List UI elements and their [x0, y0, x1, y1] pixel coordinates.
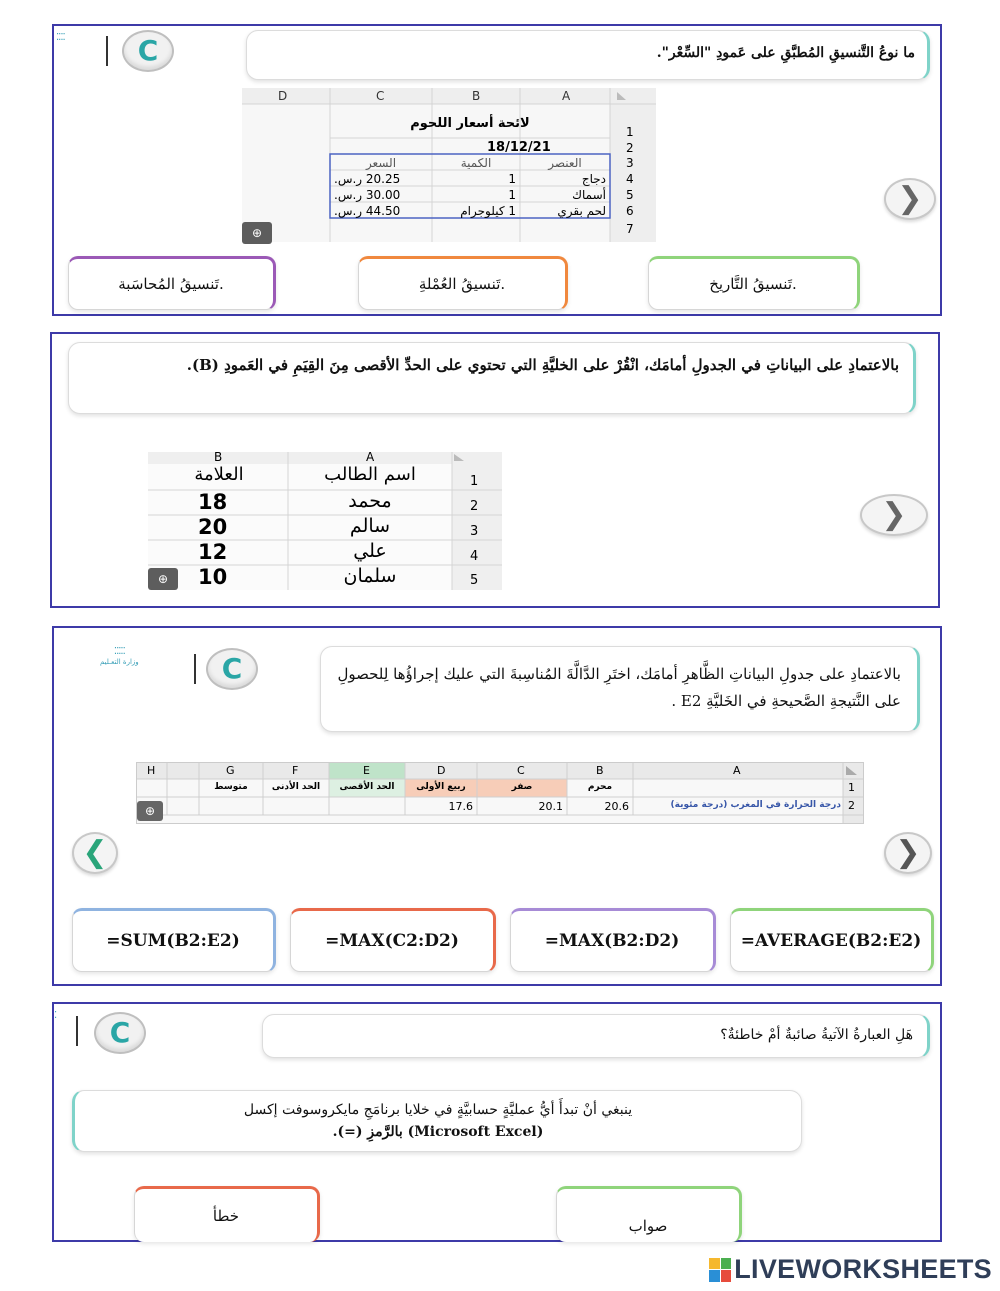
cell-c1[interactable]: صفر	[511, 782, 533, 792]
divider	[76, 1016, 78, 1046]
next-icon: ❯	[897, 181, 923, 216]
cell-d2[interactable]: 17.6	[448, 800, 473, 813]
option-true[interactable]	[556, 1186, 742, 1242]
row-number: 2	[626, 141, 634, 155]
grade-cell[interactable]: 12	[198, 540, 228, 564]
header-qty: الكمية	[460, 156, 492, 170]
cell-a2[interactable]: درجة الحرارة في المغرب (درجة مئوية)	[670, 800, 841, 810]
col-letter: B	[472, 89, 481, 103]
row-number: 6	[626, 204, 634, 218]
option-label: تَنسيقُ التَّاريخ.	[709, 275, 797, 293]
option-label: خطأ	[212, 1206, 240, 1225]
option-average[interactable]	[730, 908, 934, 972]
zoom-icon: ⊕	[144, 804, 156, 818]
header-student[interactable]: اسم الطالب	[324, 464, 416, 485]
header-price: السعر	[365, 156, 397, 170]
cell-f1[interactable]: الحد الأدنى	[271, 782, 321, 792]
statement-line-1: ينبغي أنْ تبدأَ أيُّ عمليَّةٍ حسابيَّةٍ في خلايا برنامَجِ مايكروسوفت إكسل	[243, 1102, 633, 1118]
ministry-logo: ⁚	[54, 1010, 57, 1021]
grade-cell[interactable]: 20	[198, 515, 228, 539]
zoom-icon: ⊕	[157, 572, 169, 586]
row-number: 4	[626, 172, 634, 186]
student-cell[interactable]: سالم	[349, 515, 391, 537]
price-cell: 30.00 ر.س.	[334, 188, 401, 202]
row-number: 1	[470, 474, 479, 489]
next-button[interactable]	[884, 832, 932, 874]
statement-box	[72, 1090, 802, 1152]
question-text-box	[246, 30, 930, 80]
question-text-box	[262, 1014, 930, 1058]
question-text: بالاعتمادِ على جدولِ البياناتِ الظَّاهرِ أمامَك، اختَرِ الدَّالَّةَ المُناسِبةَ التي عليك إجراؤُها لِلحصولِ على النَّتيجةِ الصَّحيحةِ في الخَليَّةِ E2 .	[337, 665, 901, 710]
liveworksheets-logo-mark	[709, 1258, 731, 1282]
temperature-sheet	[137, 763, 863, 823]
reload-icon: C	[109, 1016, 131, 1049]
col-letter: G	[226, 764, 235, 777]
ministry-logo-mark: ⁚⁚⁚⁚⁚	[113, 646, 125, 657]
cell-g1[interactable]: متوسط	[214, 782, 248, 792]
brand-name: LIVEWORKSHEETS	[734, 1254, 992, 1284]
zoom-button[interactable]	[137, 801, 163, 821]
option-label: تَنسيقُ المُحاسَبة.	[118, 275, 224, 293]
zoom-icon: ⊕	[251, 226, 263, 240]
sheet-title: لائحة أسعار اللحوم	[410, 116, 530, 131]
reload-button[interactable]	[94, 1012, 146, 1054]
question-card-2	[50, 332, 940, 608]
row-number: 3	[626, 156, 634, 170]
cell-e1[interactable]: الحد الأقصى	[339, 782, 395, 792]
qty-cell: 1	[508, 188, 516, 202]
option-label: تَنسيقُ العُمْلةِ.	[418, 275, 506, 293]
grades-sheet-image[interactable]	[148, 452, 502, 590]
option-currency[interactable]	[358, 256, 568, 310]
col-letter: F	[292, 764, 299, 777]
next-button[interactable]	[860, 494, 928, 536]
next-button[interactable]	[884, 178, 936, 220]
col-letter: E	[363, 764, 370, 777]
question-text-box	[68, 342, 916, 414]
statement-line-2: (Microsoft Excel) بالرَّمزِ (=).	[332, 1124, 544, 1141]
student-cell[interactable]: محمد	[348, 490, 392, 512]
cell-b2[interactable]: 20.6	[604, 800, 629, 813]
student-cell[interactable]: علي	[353, 540, 387, 562]
item-cell: لحم بقري	[557, 204, 606, 218]
col-letter: C	[376, 89, 385, 103]
qty-cell: 1 كيلوجرام	[460, 204, 516, 218]
row-number: 1	[626, 125, 634, 139]
cell-d1[interactable]: ربيع الأولى	[416, 782, 466, 792]
reload-icon: C	[221, 652, 243, 685]
reload-icon: C	[137, 34, 159, 67]
row-number: 2	[848, 799, 855, 812]
next-icon: ❯	[881, 497, 907, 532]
option-false[interactable]	[134, 1186, 320, 1242]
col-letter: H	[147, 764, 156, 777]
option-label: =SUM(B2:E2)	[106, 931, 240, 951]
next-icon: ❯	[895, 835, 921, 870]
header-grade[interactable]: العلامة	[194, 464, 244, 485]
option-label: =AVERAGE(B2:E2)	[740, 931, 922, 951]
col-letter: D	[278, 89, 288, 103]
row-number: 3	[470, 524, 479, 539]
ministry-logo	[100, 646, 139, 666]
col-letter: A	[366, 450, 375, 464]
zoom-button[interactable]	[242, 222, 272, 244]
qty-cell: 1	[508, 172, 516, 186]
prev-button[interactable]	[72, 832, 118, 874]
option-date[interactable]	[648, 256, 860, 310]
row-number: 5	[470, 573, 479, 588]
row-number: 7	[626, 222, 634, 236]
row-number: 4	[470, 549, 479, 564]
col-letter: C	[517, 764, 525, 777]
liveworksheets-logo	[709, 1254, 992, 1285]
question-card-1	[52, 24, 942, 316]
price-cell: 44.50 ر.س.	[334, 204, 401, 218]
row-number: 5	[626, 188, 634, 202]
option-max-b2-d2[interactable]	[510, 908, 716, 972]
ministry-logo: ⁚⁚⁚⁚	[56, 32, 65, 43]
header-item: العنصر	[548, 156, 582, 170]
option-label: =MAX(C2:D2)	[325, 931, 459, 951]
question-text: بالاعتمادِ على البياناتِ في الجدولِ أمامَك، انْقُرْ على الخليَّةِ التي تحتوي على الحدِّ الأقصى مِنَ القِيَمِ في العَمودِ (B).	[186, 356, 899, 374]
cell-c2[interactable]: 20.1	[538, 800, 563, 813]
sheet-date: 18/12/21	[487, 140, 551, 155]
reload-button[interactable]	[122, 30, 174, 72]
question-card-4	[52, 1002, 942, 1242]
temperature-sheet-image[interactable]	[136, 762, 864, 824]
divider	[106, 36, 108, 66]
item-cell: دجاج	[581, 172, 606, 186]
reload-button[interactable]	[206, 648, 258, 690]
cell-b1[interactable]: محرم	[587, 782, 613, 792]
student-cell[interactable]: سلمان	[343, 565, 397, 587]
question-text: هَلِ العبارةُ الآتيةُ صائبةٌ أمْ خاطئةٌ؟	[720, 1027, 913, 1043]
price-cell: 20.25 ر.س.	[334, 172, 401, 186]
prev-icon: ❮	[82, 835, 108, 870]
grade-cell[interactable]: 18	[198, 490, 228, 514]
option-max-c2-d2[interactable]	[290, 908, 496, 972]
option-accounting[interactable]	[68, 256, 276, 310]
option-sum[interactable]	[72, 908, 276, 972]
item-cell: أسماك	[572, 188, 606, 202]
question-text-box	[320, 646, 920, 732]
option-label: صواب	[628, 1216, 668, 1235]
col-letter: A	[562, 89, 571, 103]
spreadsheet-image[interactable]	[242, 88, 656, 242]
grade-cell[interactable]: 10	[198, 565, 228, 589]
row-number: 1	[848, 781, 855, 794]
col-letter: A	[733, 764, 741, 777]
question-card-3	[52, 626, 942, 986]
col-letter: B	[214, 450, 223, 464]
row-number: 2	[470, 499, 479, 514]
col-letter: B	[596, 764, 604, 777]
ministry-logo-text: وزارة التعـليم	[100, 658, 139, 666]
divider	[194, 654, 196, 684]
col-letter: D	[437, 764, 446, 777]
question-text: ما نوعُ التَّنسيقِ المُطبَّقِ على عَمودِ "السِّعْر".	[656, 45, 915, 61]
option-label: =MAX(B2:D2)	[544, 931, 680, 951]
zoom-button[interactable]	[148, 568, 178, 590]
